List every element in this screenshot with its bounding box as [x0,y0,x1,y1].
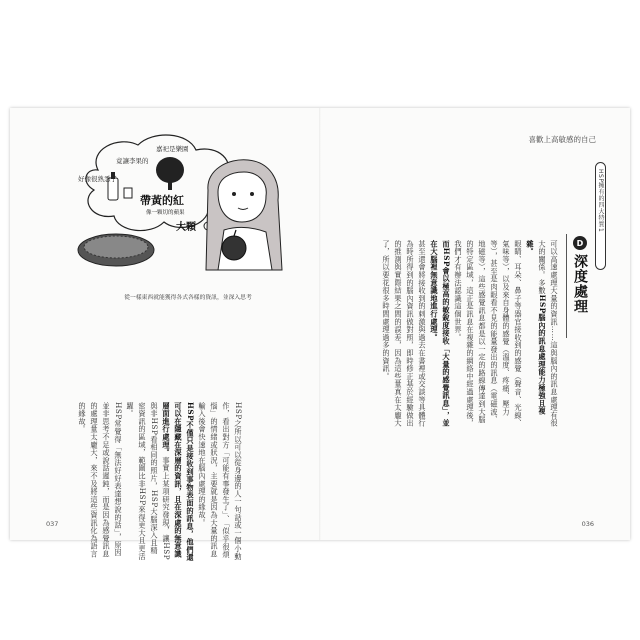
chapter-tag [595,162,606,270]
illustration [58,130,294,280]
fruit-tree-icon [156,157,184,183]
section-heading [570,236,590,328]
book-gutter [319,108,321,540]
heading-rule [566,234,567,338]
bubble-text-3: 好像很熟悉了 [78,175,117,183]
running-header: 喜歡上高敏感的自己 [528,135,596,144]
paragraph: 事實上某項研究發現，讓HSP與非HSP看相同的照片，HSP大腦深入且精密資訊的區域，範圍比非HSP來得更大且更活躍。 [126,402,171,561]
bold-paragraph: 而HSP會以極高的敏銳度接收「大量的感覺訊息」，並在大腦裡無意識地進行處理。 [430,240,451,428]
paragraph: HSP之所以可以從身邊的人一句話或一個小動作，看出對方「可能有事發生了」、「似乎很煩惱」的情緒或狀況，主要就是因為大量的訊息輸入後會快速地在腦內處理的緣故。 [198,402,243,561]
right-page-body [384,240,560,430]
section-title: 深度處理 [572,254,588,314]
paragraph: HSP常覺得「無法好好表達想說的話」，原因並非思考不足或說話遲鈍，而是因為感覺訊息的處理量太龐大，來不及將這些資訊化為語言的緣故。 [78,402,123,558]
section-badge: D [573,236,587,250]
paragraph: 可以高速處理大量的資訊……這與腦內的訊息處理有很大的關係。多數 [538,240,559,428]
label-big: 大顆 [176,222,196,233]
bubble-text-1: 竟讓李果的 [116,157,149,165]
chapter-tag-label: HSP擁有的四大特質1 [597,169,604,233]
paragraph: 眼睛、耳朵、鼻子等器官接收到的感覺（聲音、光線、氣味等），以及來自身體的感覺（溫度、疼痛、壓力等），甚至是肉眼看不見的能量發出的訊息（電磁波、地磁等），這些感覺訊息都是以一定的路線傳達到大腦的特定區域，這正是訊息在複雜的網絡中經過處理後，我們才有辦法認識這個世界。 [454,240,523,428]
paragraph: 甚至還會將接收到的刺激與過去在書裡或交談等具體行為時所得到的腦內資訊做對照，即時修正基於經驗做出的推測與實際結果之間的誤差，因為這些量真在太龐大了，所以要花很多時間處理過多的資訊。 [382,240,427,428]
page-number-left: 037 [46,520,59,528]
label-main: 帶黃的紅 [140,194,184,207]
label-sub: 像一顆切的蘋果 [146,210,185,216]
bold-paragraph: HSP腦內的訊息處理能力極強且複雜。 [526,240,547,416]
bubble-text-2: 嘉祀是樂園 [156,145,189,153]
bold-paragraph: HSP不僅只是接收到事物表面的訊息，他們還可以在隱藏在深層的資訊，且在深處的無意識層面進行處理。 [162,402,195,562]
illustration-caption: 從一樣東西就能獲得各式各樣的資訊，並深入思考 [124,295,252,301]
left-page-body [68,402,244,562]
page-number-right: 036 [581,520,594,528]
cup-icon [124,188,132,198]
apple-icon [222,236,246,260]
book-spread [10,108,630,562]
